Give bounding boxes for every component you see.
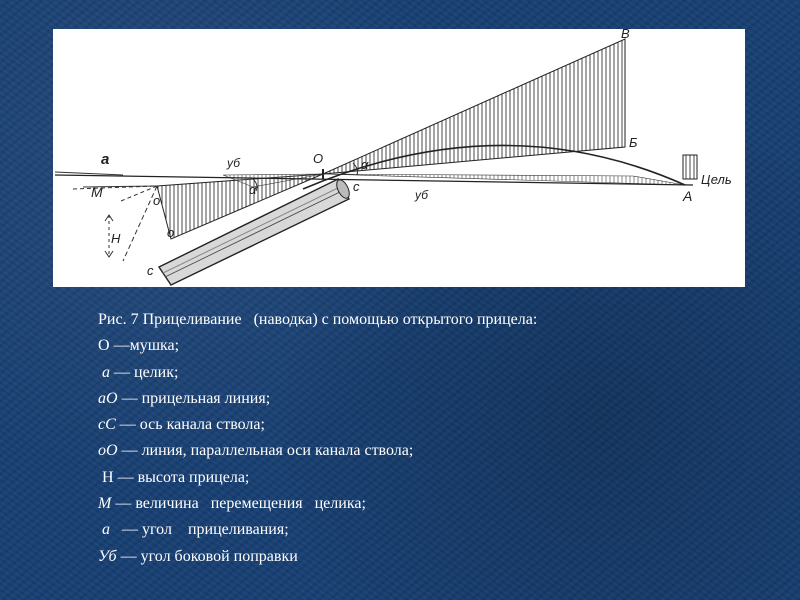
caption-text: — величина перемещения целика;: [111, 495, 366, 513]
caption-line: [98, 544, 758, 570]
label-B: Б: [629, 135, 638, 150]
label-c-lower: с: [147, 263, 154, 278]
dashed-line-3: [123, 186, 157, 261]
caption-key: а: [98, 521, 110, 539]
aiming-diagram-svg: [53, 29, 745, 287]
caption-line: [98, 360, 758, 386]
caption-text: — целик;: [110, 363, 179, 381]
label-alpha-right: α: [361, 157, 369, 172]
caption-title: Рис. 7 Прицеливание (наводка) с помощью открытого прицела:: [98, 311, 538, 328]
target-board: [683, 155, 697, 179]
caption-line: [98, 386, 758, 412]
caption-key: Н: [98, 468, 114, 486]
label-alpha-left: α: [249, 182, 257, 197]
caption-line: [98, 438, 758, 464]
caption-line: [98, 465, 758, 491]
label-H: H: [111, 231, 121, 246]
caption-key: аО: [98, 389, 118, 407]
caption-key: а: [98, 363, 110, 381]
label-A: А: [683, 188, 693, 204]
caption-line: [98, 412, 758, 438]
caption-line: [98, 517, 758, 543]
caption-key: М: [98, 495, 112, 513]
caption-text: — ось канала ствола;: [115, 416, 265, 434]
caption-line: [98, 333, 758, 359]
label-yb-center: уб: [415, 188, 429, 202]
caption-key: Уб: [98, 547, 117, 565]
aiming-diagram: [53, 29, 745, 287]
label-o-rear: о: [153, 193, 161, 208]
caption-text: —мушка;: [109, 337, 180, 355]
hatched-triangle-upper: [323, 39, 625, 174]
caption-line: [98, 491, 758, 517]
caption-text: — прицельная линия;: [117, 389, 271, 407]
label-c-upper: с: [353, 179, 360, 194]
label-M: M: [91, 184, 103, 200]
label-o-lower: о: [167, 225, 175, 240]
caption-text: — линия, параллельная оси канала ствола;: [117, 442, 414, 460]
caption-key: сС: [98, 416, 116, 434]
caption-text: — высота прицела;: [113, 468, 250, 486]
label-yb-left: уб: [227, 156, 241, 170]
dashed-line-2: [121, 186, 157, 201]
caption-key: О: [98, 337, 110, 355]
label-O: О: [313, 151, 324, 166]
caption-text: — угол боковой поправки: [116, 547, 298, 565]
label-V: В: [621, 29, 630, 41]
label-a: a: [101, 151, 110, 168]
label-target: Цель: [701, 172, 732, 187]
caption-key: оО: [98, 442, 118, 460]
caption: [98, 307, 758, 570]
caption-text: — угол прицеливания;: [110, 521, 289, 539]
